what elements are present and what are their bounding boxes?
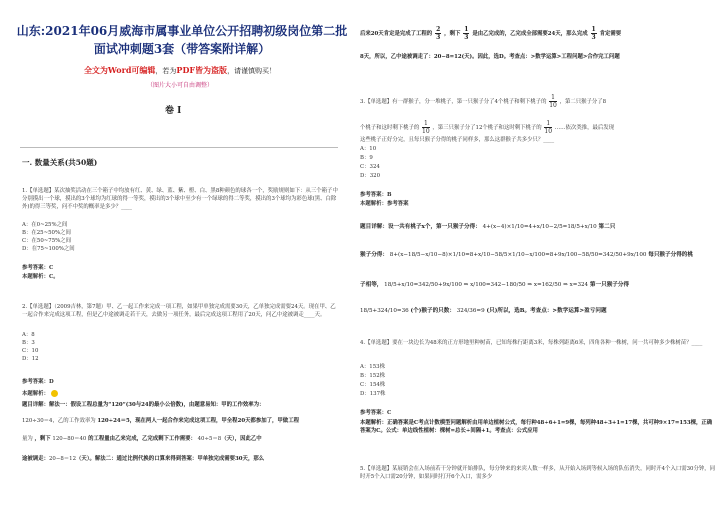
- divider: [20, 147, 338, 148]
- q1-stem: 1.【单选题】某次抽奖活动在三个箱子中均放有红、黄、绿、蓝、紫、橙、白、黑8种颜色的球各一个，奖励规则如下：从三个箱子中分别摸出一个球，摸出的3个球均为红球的得一等奖，摸出的3个球中至少有一个绿球的得二等奖，摸出的3个球均为彩色球(黑、白除外)的得三等奖，问不中奖的概率是多少？____: [22, 188, 338, 210]
- q3-text-2: 个桃子和这时剩下桃子的: [360, 125, 420, 131]
- q2-detail-4b: 20−8＝12: [48, 456, 77, 462]
- frac-den: 3: [464, 34, 469, 41]
- frac-den: 10: [549, 102, 557, 109]
- fraction-one-third: [463, 26, 469, 41]
- q1-option-c: C：在50~75%之间: [22, 238, 72, 244]
- q2-option-b: B：3: [22, 340, 35, 346]
- q3-text-2b: ，第三只猴子分了12个桃子和这时剩下桃子的: [432, 125, 542, 131]
- q2-option-d: D：12: [22, 356, 39, 362]
- q2-detail-2: [22, 418, 342, 426]
- fraction-one-third-b: [591, 26, 597, 41]
- q3-d3-label: 子相等，: [360, 282, 383, 288]
- q3-stem-2: [360, 120, 716, 135]
- q2-continued-1: [360, 26, 716, 41]
- q3-d3-formula: 18/5+x/10=342/50+9x/100 ⇒ x/100=342−180/50 ⇒ x=162/50 ⇒ x=324: [384, 282, 589, 288]
- q3-d2-end: 每只猴子分得的桃: [648, 252, 693, 258]
- q3-d2-label: 猴子分得：: [360, 252, 388, 258]
- q2-detail-3d: 的工程量由乙来完成，乙完成剩下工作需要：: [88, 436, 196, 442]
- frac-num: 1: [551, 94, 555, 101]
- q3-d1-end: 第二只: [598, 224, 616, 230]
- q2-option-c: C：10: [22, 348, 39, 354]
- q2-detail-2b: 120÷24＝5，现在两人一起合作来完成这项工程，甲全程20天都参加了，甲做工程: [97, 418, 299, 424]
- q4-option-c: C：154株: [360, 382, 386, 388]
- frac-num: 1: [591, 26, 596, 33]
- q3-d4-formula: 18/5+324/10=36: [360, 308, 409, 314]
- q4-option-a: A：153株: [360, 364, 385, 370]
- q3-stem-3: 这些桃子正好分完，且每只猴子分得的桃子同样多，那么这群猴子共多少只？____: [360, 137, 555, 143]
- q3-text-2c: ……依次类推，最后发现: [554, 125, 615, 131]
- q3-analysis: 本题解析：参考答案: [360, 201, 409, 207]
- q1-option-a: A：在0~25%之间: [22, 222, 68, 228]
- frac-den: 3: [591, 34, 596, 41]
- q2-detail-3c: 120−80＝40: [52, 436, 87, 442]
- promo-connector: ，若为: [155, 67, 177, 75]
- q2-analysis-line: [22, 390, 58, 399]
- frac-num: 2: [436, 26, 441, 33]
- q2c-text-1c: 是由乙完成的，乙完成全部需要24天，那么完成: [472, 31, 588, 37]
- q3-detail-3: [360, 280, 629, 288]
- fraction-one-tenth: [549, 94, 557, 109]
- frac-num: 1: [464, 26, 469, 33]
- right-page: [360, 0, 720, 508]
- frac-den: 3: [436, 34, 441, 41]
- q2-detail-3e: 40÷5＝8: [197, 436, 222, 442]
- q3-detail-1: [360, 222, 615, 230]
- q2c-text-1: 后来20天肯定是完成了工程的: [360, 31, 433, 37]
- q2-detail-3b: ，剩下: [34, 436, 51, 442]
- q1-analysis: 本题解析：C。: [22, 274, 59, 280]
- q5-stem: 5.【单选题】某展销会在入场前若干分钟就开始排队，每分钟来的来宾人数一样多，从开始入场到等候入场的队伍消失，同时开4个入口需30分钟，同时开5个入口需20分钟，如果同时打开6个入口，需多少: [360, 466, 716, 480]
- q4-stem: 4.【单选题】要在一块边长为48米的正方形地里种树苗，已知每株行距离3米，每株列距离6米，四角各种一株树，问一共可种多少株树苗？____: [360, 340, 703, 346]
- q3-d1-formula: 4+(x−4)×1/10=4+x/10−2/5=18/5+x/10: [482, 224, 597, 230]
- frac-den: 10: [422, 128, 430, 135]
- q2-detail-4: [22, 456, 342, 464]
- q2-option-a: A：8: [22, 332, 35, 338]
- q2-detail-1: 题目详解：解法一：假设工程总量为“120”(30与24的最小公倍数)，由题意易知：甲的工作效率为：: [22, 402, 265, 408]
- fraction-one-tenth-b: [422, 120, 430, 135]
- frac-num: 1: [546, 120, 551, 127]
- q3-option-a: A：10: [360, 146, 377, 152]
- image-size-note: （图片大小可自由调整）: [146, 82, 213, 89]
- q2-detail-3a: 量为: [22, 436, 33, 442]
- q1-answer: 参考答案：C: [22, 265, 54, 271]
- frac-den: 10: [544, 128, 553, 135]
- q2-detail-4a: 途被调走：: [22, 456, 49, 462]
- q3-d4-end: (只)所以，选B。考查点：>数学运算>盈亏问题: [486, 308, 607, 314]
- promo-word-editable: 全文为Word可编辑: [83, 65, 156, 75]
- q2-detail-3f: （天），因此乙中: [221, 436, 262, 442]
- q2-detail-2a: 120÷30＝4，乙的工作效率为: [22, 418, 96, 424]
- q3-stem-1: [360, 94, 716, 109]
- q2-answer: 参考答案：D: [22, 379, 54, 385]
- q2-detail-4c: （天）。解法二：通过比例代换的口算来得到答案：甲单独完成需要30天，那么: [76, 456, 265, 462]
- q3-d2-formula: 8+(x−18/5−x/10−8)×1/10=8+x/10−58/5×1/10−x/100=8+9x/100−58/50=342/50+9x/100: [389, 252, 647, 258]
- promo-warning: ，请谨慎购买！: [227, 67, 277, 75]
- q2-analysis: 本题解析：: [22, 391, 49, 397]
- q2-continued-2: 8天，所以，乙中途被调走了：20−8=12(天)。因此，选D。考查点：>数学运算>工程问题>合作完工问题: [360, 54, 620, 60]
- q4-analysis: 本题解析：正确答案是C考点计数模型问题解析由用单边植树公式，每行种48÷6+1=9棵，每列种48÷3+1=17棵，共可种9×17=153棵，正确答案为C。公式：单边线性植树：棵树=总长÷间隔+1。考查点：公式应用: [360, 420, 713, 434]
- q4-option-d: D：137株: [360, 391, 386, 397]
- q1-option-d: D：在75~100%之间: [22, 246, 75, 252]
- q3-detail-4: [360, 306, 607, 314]
- q4-answer: 参考答案：C: [360, 410, 392, 416]
- q3-d4-label: (个)猴子的只数：: [410, 308, 455, 314]
- q2-stem: 2.【单选题】（2009吉林，第7题）甲、乙一起工作来完成一项工程，如果甲单独完成需要30天，乙单独完成需要24天。现在甲、乙一起合作来完成这项工程，但是乙中途被调走若干天，去做另一项任务，最后完成这项工程用了20天，问乙中途被调走____天。: [22, 304, 336, 318]
- document-title: 山东:2021年06月威海市属事业单位公开招聘初级岗位第二批面试冲刺题3套（带答案附详解）: [16, 24, 348, 56]
- q2c-text-1d: 肯定需要: [599, 31, 622, 37]
- q3-text-1: 3.【单选题】有一群猴子，分一堆桃子，第一只猴子分了4个桃子和剩下桃子的: [360, 99, 547, 105]
- q3-d3-end: 第一只猴子分得: [589, 282, 630, 288]
- q3-option-c: C：324: [360, 164, 380, 170]
- q3-text-1b: ，第二只猴子分了8: [559, 99, 607, 105]
- q1-option-b: B：在25~50%之间: [22, 230, 71, 236]
- fraction-one-tenth-c: [544, 120, 552, 135]
- q3-d4-result: 324/36=9: [456, 308, 485, 314]
- section-heading: 一. 数量关系(共50题): [22, 158, 98, 167]
- q2c-text-1b: ，剩下: [444, 31, 461, 37]
- promo-pdf-piracy: PDF皆为盗版: [176, 65, 228, 75]
- q3-d1-label: 题目详解：设一共有桃子x个，第一只猴子分得：: [360, 224, 481, 230]
- promo-line: [30, 65, 330, 76]
- q4-option-b: B：152株: [360, 373, 386, 379]
- frac-num: 1: [423, 120, 428, 127]
- volume-heading: 卷 I: [165, 106, 182, 116]
- q3-option-d: D：320: [360, 173, 381, 179]
- smiley-icon: [51, 390, 58, 397]
- fraction-two-thirds: [435, 26, 441, 41]
- q3-option-b: B：9: [360, 155, 373, 161]
- q3-detail-2: [360, 250, 693, 258]
- q2-detail-3: [22, 436, 342, 444]
- q3-answer: 参考答案：B: [360, 192, 392, 198]
